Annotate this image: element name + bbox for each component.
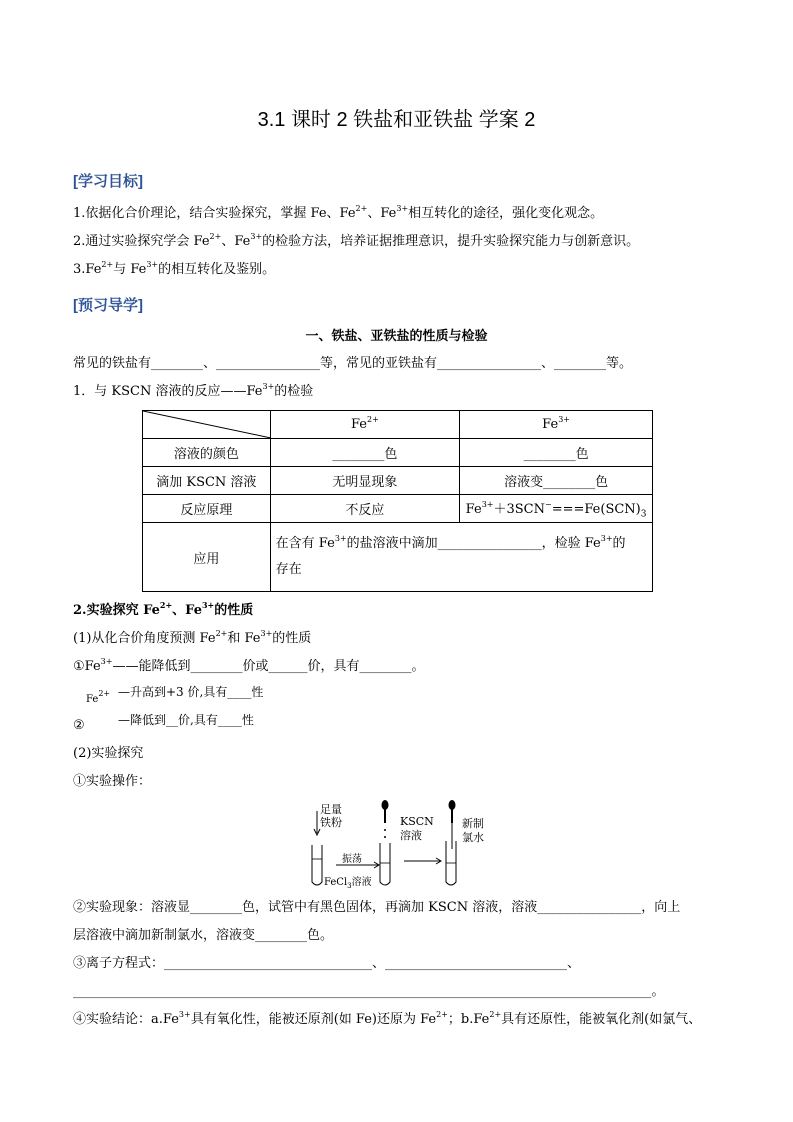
common-salts-line: 常见的铁盐有________、________________等，常见的亚铁盐有________________、________等。	[73, 356, 633, 371]
conclusion-line: ④实验结论：$a.Fe^{3+}$具有氧化性，能被还原剂(如 Fe)还原为 $Fe^{2+}$；$b.Fe^{2+}$具有还原性，能被氧化剂(如氯气、	[73, 1010, 702, 1027]
row-label: 反应原理	[143, 495, 271, 523]
cell: 不反应	[270, 495, 459, 523]
item1: $①Fe^{3+}——$能降低到________价或______价，具有________。	[73, 657, 425, 674]
goal-1: 1.依据化合价理论，结合实验探究，掌握 Fe、$Fe^{2+}$、$Fe^{3+}$相互转化的途径，强化变化观念。	[73, 204, 604, 221]
fe2-ion-label: $Fe^{2+}$	[86, 689, 111, 705]
cell: 无明显现象	[270, 467, 459, 495]
header-fe3: $Fe^{3+}$	[460, 411, 653, 439]
cell: ________色	[270, 439, 459, 467]
table-row	[143, 467, 653, 495]
part1-heading: 一、铁盐、亚铁盐的性质与检验	[305, 329, 488, 344]
sub1: (1)从化合价角度预测 $Fe^{2+}$和 $Fe^{3+}$的性质	[73, 629, 312, 646]
reaction-equation: $Fe^{3+}+3SCN^-===Fe(SCN)_3$	[460, 495, 653, 523]
experiment-diagram	[300, 797, 500, 891]
iron-powder-label: 足量 铁粉	[320, 803, 342, 829]
phenomenon-line-2: 层溶液中滴加新制氯水，溶液变________色。	[73, 928, 334, 943]
preview-heading: [预习导学]	[73, 297, 143, 314]
header-fe2: $Fe^{2+}$	[270, 411, 459, 439]
item2-marker: ②	[73, 718, 85, 733]
page-title: 3.1 课时 2 铁盐和亚铁盐 学案 2	[257, 109, 536, 131]
operation-label: ①实验操作：	[73, 774, 152, 789]
table-row	[143, 495, 653, 523]
equation-line-1: ③离子方程式：________________________________、____________________________、	[73, 956, 581, 971]
goals-heading: [学习目标]	[73, 173, 143, 190]
kscn-table	[142, 410, 653, 592]
goal-2: 2.通过实验探究学会 $Fe^{2+}$、$Fe^{3+}$的检验方法，培养证据推理意识，提升实验探究能力与创新意识。	[73, 232, 640, 249]
row-label: 溶液的颜色	[143, 439, 271, 467]
diagonal-line	[143, 411, 271, 438]
sub2: (2)实验探究	[73, 746, 144, 761]
filter-label: 振荡	[342, 854, 362, 865]
cell: 溶液变________色	[460, 467, 653, 495]
chlorine-water-label: 新制 氯水	[462, 817, 484, 844]
fe2-oxidize-line: —升高到+3 价,具有____性	[118, 685, 264, 699]
phenomenon-line-1: ②实验现象：溶液显________色，试管中有黑色固体，再滴加 KSCN 溶液，溶液________________，向上	[73, 900, 681, 915]
table-header-row	[143, 411, 653, 439]
table-row	[143, 439, 653, 467]
kscn-title: 1．与 KSCN 溶液的反应$——Fe^{3+}$的检验	[73, 382, 314, 399]
cell: ________色	[460, 439, 653, 467]
equation-line-2: _________________________________________________________________________________________。	[73, 984, 665, 999]
table-row	[143, 523, 653, 592]
kscn-label: KSCN 溶液	[400, 815, 434, 842]
row-label: 应用	[143, 523, 271, 592]
diagonal-header-cell	[143, 411, 271, 439]
goal-3: $3.Fe^{2+}$与 $Fe^{3+}$的相互转化及鉴别。	[73, 260, 276, 277]
fe2-reduce-line: —降低到__价,具有____性	[118, 713, 254, 727]
row-label: 滴加 KSCN 溶液	[143, 467, 271, 495]
part2-heading: 2.实验探究 $Fe^{2+}$、$Fe^{3+}$的性质	[73, 600, 254, 618]
fecl3-label: FeCl$_3$溶液	[324, 877, 372, 890]
application-cell: 在含有 $Fe^{3+}$的盐溶液中滴加________________，检验 $Fe^{3+}$的 存在	[270, 523, 652, 592]
